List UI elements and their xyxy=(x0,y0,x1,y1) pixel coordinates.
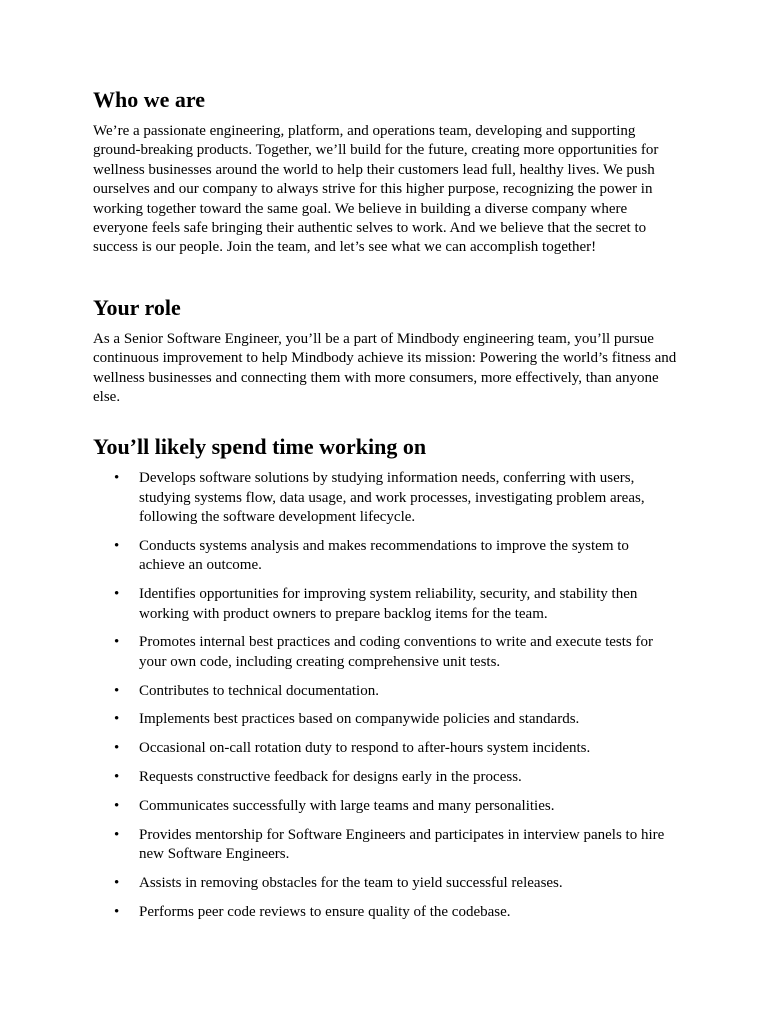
list-item: • Identifies opportunities for improving system reliability, security, and stability then working with product owners to prepare backlog items for the team. xyxy=(93,585,678,624)
list-item: • Occasional on-call rotation duty to respond to after-hours system incidents. xyxy=(93,739,678,758)
list-item: • Requests constructive feedback for designs early in the process. xyxy=(93,768,678,787)
section-your-role xyxy=(93,294,678,408)
paragraph-your-role: As a Senior Software Engineer, you’ll be a part of Mindbody engineering team, you’ll pursue continuous improvement to help Mindbody achieve its mission: Powering the world’s fitness and wellness businesses and connecting them with more consumers, more effectively, than anyone else. xyxy=(93,330,677,406)
list-item: • Develops software solutions by studying information needs, conferring with users, studying systems flow, data usage, and work processes, investigating problem areas, following the software development lifecycle. xyxy=(93,469,678,527)
list-item: • Communicates successfully with large teams and many personalities. xyxy=(93,797,678,816)
list-item: • Conducts systems analysis and makes recommendations to improve the system to achieve an outcome. xyxy=(93,537,678,576)
heading-who-we-are: Who we are xyxy=(93,87,206,112)
list-item: • Provides mentorship for Software Engineers and participates in interview panels to hire new Software Engineers. xyxy=(93,826,678,865)
paragraph-who-we-are: We’re a passionate engineering, platform, and operations team, developing and supporting ground-breaking products. Together, we’ll build for the future, creating more opportunities for wellness businesses around the world to help their customers lead full, healthy lives. We push ourselves and our company to always strive for this higher purpose, recognizing the power in working together toward the same goal. We believe in building a diverse company where everyone feels safe bringing their authentic selves to work. And we believe that the secret to success is our people. Join the team, and let’s see what we can accomplish together! xyxy=(93,123,659,256)
list-item: • Promotes internal best practices and coding conventions to write and execute tests for your own code, including creating comprehensive unit tests. xyxy=(93,633,678,672)
section-responsibilities xyxy=(93,433,678,922)
responsibilities-list xyxy=(93,469,678,922)
list-item: • Contributes to technical documentation. xyxy=(93,682,678,701)
list-item: • Performs peer code reviews to ensure quality of the codebase. xyxy=(93,903,678,922)
list-item: • Implements best practices based on companywide policies and standards. xyxy=(93,710,678,729)
heading-responsibilities: You’ll likely spend time working on xyxy=(93,434,427,460)
heading-your-role: Your role xyxy=(93,294,181,320)
section-who-we-are xyxy=(93,86,678,258)
list-item: • Assists in removing obstacles for the team to yield successful releases. xyxy=(93,874,678,893)
